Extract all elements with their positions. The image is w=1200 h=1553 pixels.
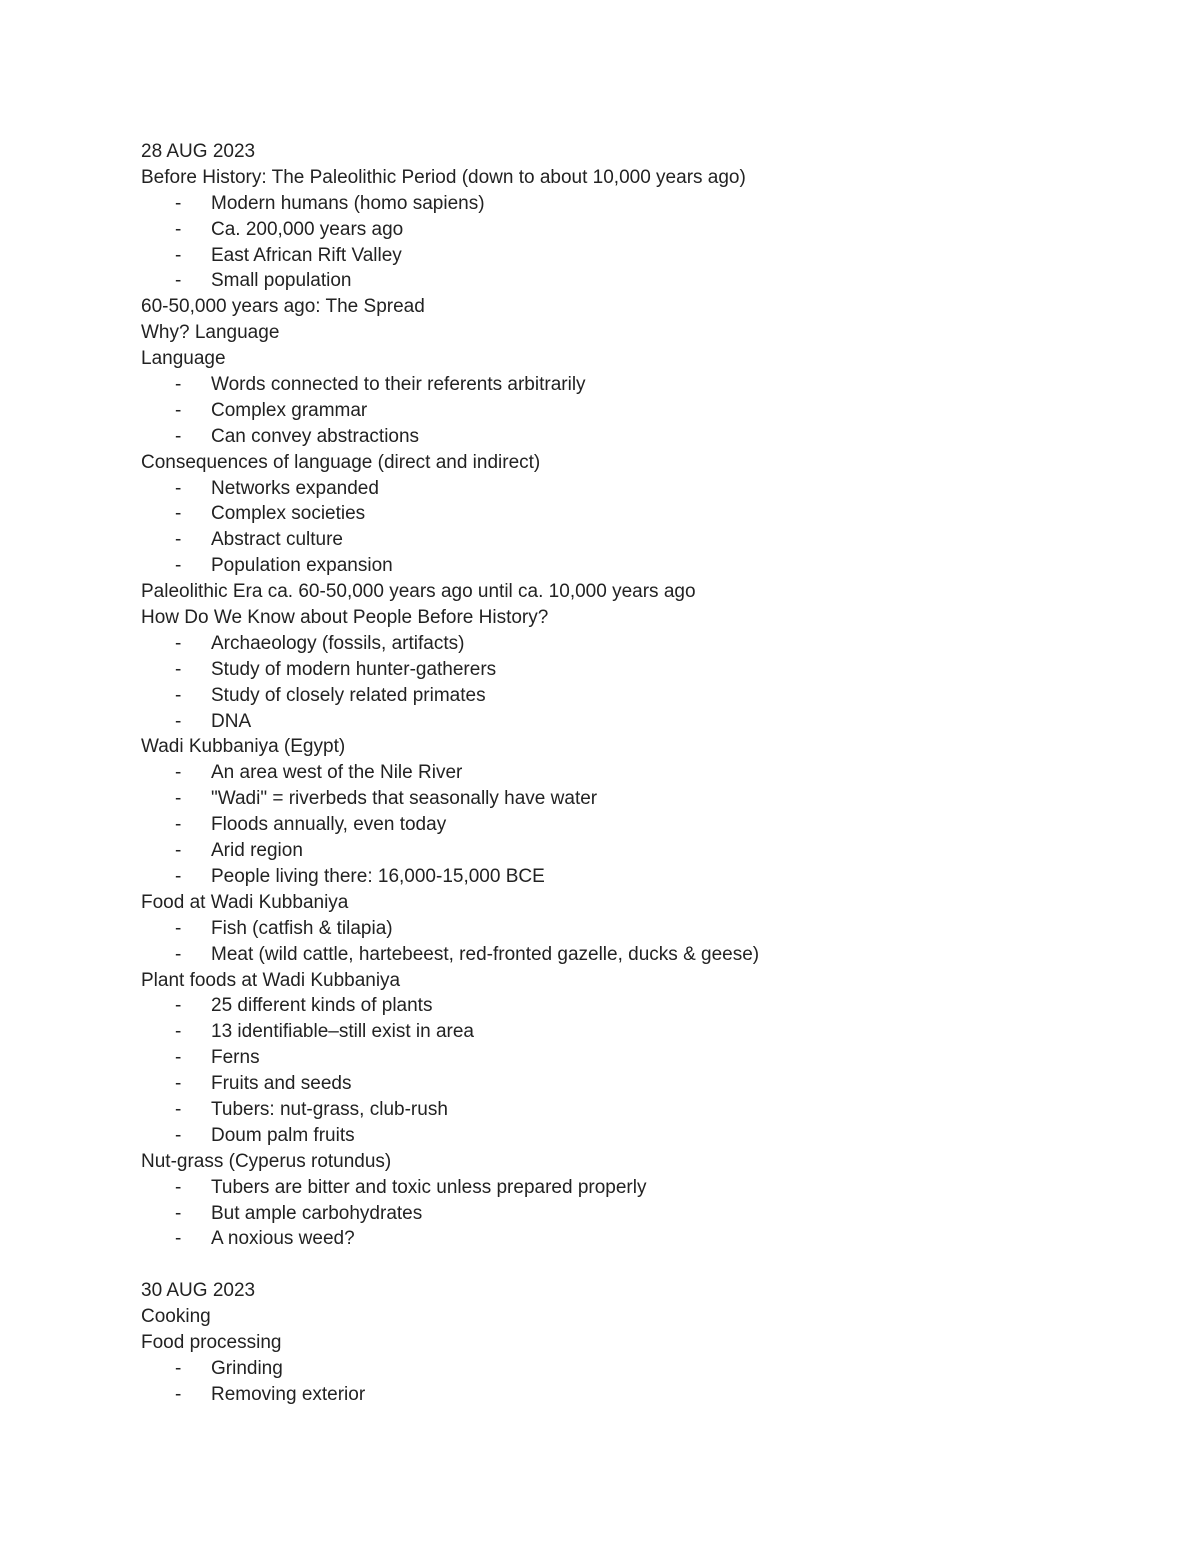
bullet-item bbox=[141, 217, 1141, 243]
line-text: Plant foods at Wadi Kubbaniya bbox=[141, 969, 401, 991]
bullet-item bbox=[141, 657, 1141, 683]
bullet-dash: - bbox=[175, 1202, 182, 1224]
line-text: Food processing bbox=[141, 1331, 282, 1353]
line-text: Why? Language bbox=[141, 322, 280, 344]
heading-line bbox=[141, 1278, 1141, 1304]
bullet-text: Study of modern hunter-gatherers bbox=[211, 658, 497, 680]
bullet-dash: - bbox=[175, 503, 182, 525]
bullet-item bbox=[141, 1226, 1141, 1252]
bullet-text: But ample carbohydrates bbox=[211, 1202, 423, 1224]
bullet-dash: - bbox=[175, 788, 182, 810]
bullet-dash: - bbox=[175, 840, 182, 862]
bullet-text: 25 different kinds of plants bbox=[211, 995, 433, 1017]
line-text: Language bbox=[141, 348, 226, 370]
line-text: Consequences of language (direct and indirect) bbox=[141, 451, 541, 473]
bullet-item bbox=[141, 760, 1141, 786]
bullet-item bbox=[141, 243, 1141, 269]
heading-line bbox=[141, 346, 1141, 372]
line-text: Nut-grass (Cyperus rotundus) bbox=[141, 1150, 392, 1172]
bullet-dash: - bbox=[175, 218, 182, 240]
bullet-dash: - bbox=[175, 1021, 182, 1043]
line-text: 30 AUG 2023 bbox=[141, 1280, 256, 1302]
bullet-text: Complex grammar bbox=[211, 399, 368, 421]
bullet-item bbox=[141, 812, 1141, 838]
bullet-dash: - bbox=[175, 632, 182, 654]
bullet-text: Archaeology (fossils, artifacts) bbox=[211, 632, 465, 654]
bullet-text: Modern humans (homo sapiens) bbox=[211, 192, 485, 214]
bullet-dash: - bbox=[175, 192, 182, 214]
bullet-item bbox=[141, 268, 1141, 294]
heading-line bbox=[141, 968, 1141, 994]
heading-line bbox=[141, 165, 1141, 191]
bullet-text: Doum palm fruits bbox=[211, 1124, 355, 1146]
bullet-text: East African Rift Valley bbox=[211, 244, 402, 266]
heading-line bbox=[141, 605, 1141, 631]
bullet-dash: - bbox=[175, 477, 182, 499]
line-text: Cooking bbox=[141, 1306, 211, 1328]
bullet-item bbox=[141, 786, 1141, 812]
heading-line bbox=[141, 320, 1141, 346]
bullet-dash: - bbox=[175, 425, 182, 447]
bullet-text: Small population bbox=[211, 270, 352, 292]
bullet-text: Networks expanded bbox=[211, 477, 379, 499]
bullet-dash: - bbox=[175, 1228, 182, 1250]
bullet-dash: - bbox=[175, 865, 182, 887]
bullet-item bbox=[141, 916, 1141, 942]
bullet-item bbox=[141, 1097, 1141, 1123]
bullet-dash: - bbox=[175, 374, 182, 396]
line-text: Paleolithic Era ca. 60-50,000 years ago until ca. 10,000 years ago bbox=[141, 581, 696, 603]
bullet-text: Population expansion bbox=[211, 555, 393, 577]
bullet-item bbox=[141, 631, 1141, 657]
heading-line bbox=[141, 890, 1141, 916]
heading-line bbox=[141, 579, 1141, 605]
bullet-dash: - bbox=[175, 658, 182, 680]
bullet-dash: - bbox=[175, 1073, 182, 1095]
bullet-dash: - bbox=[175, 270, 182, 292]
bullet-text: Arid region bbox=[211, 840, 303, 862]
bullet-item bbox=[141, 709, 1141, 735]
bullet-item bbox=[141, 1045, 1141, 1071]
bullet-dash: - bbox=[175, 762, 182, 784]
bullet-dash: - bbox=[175, 1357, 182, 1379]
bullet-dash: - bbox=[175, 1383, 182, 1405]
bullet-text: Complex societies bbox=[211, 503, 366, 525]
bullet-text: People living there: 16,000-15,000 BCE bbox=[211, 865, 545, 887]
bullet-item bbox=[141, 1019, 1141, 1045]
bullet-dash: - bbox=[175, 710, 182, 732]
line-text: 28 AUG 2023 bbox=[141, 141, 256, 162]
bullet-text: Tubers: nut-grass, club-rush bbox=[211, 1098, 448, 1120]
bullet-item bbox=[141, 993, 1141, 1019]
bullet-text: Ferns bbox=[211, 1047, 260, 1069]
bullet-text: Fish (catfish & tilapia) bbox=[211, 917, 393, 939]
bullet-dash: - bbox=[175, 399, 182, 421]
bullet-item bbox=[141, 838, 1141, 864]
line-text: Wadi Kubbaniya (Egypt) bbox=[141, 736, 346, 758]
bullet-item bbox=[141, 501, 1141, 527]
bullet-dash: - bbox=[175, 814, 182, 836]
bullet-item bbox=[141, 1071, 1141, 1097]
bullet-text: Floods annually, even today bbox=[211, 814, 447, 836]
bullet-dash: - bbox=[175, 943, 182, 965]
heading-line bbox=[141, 450, 1141, 476]
bullet-dash: - bbox=[175, 1047, 182, 1069]
heading-line bbox=[141, 1330, 1141, 1356]
bullet-dash: - bbox=[175, 684, 182, 706]
bullet-item bbox=[141, 527, 1141, 553]
heading-line bbox=[141, 294, 1141, 320]
bullet-item bbox=[141, 1382, 1141, 1408]
bullet-item bbox=[141, 476, 1141, 502]
bullet-dash: - bbox=[175, 244, 182, 266]
heading-line bbox=[141, 1149, 1141, 1175]
bullet-dash: - bbox=[175, 1176, 182, 1198]
bullet-text: Grinding bbox=[211, 1357, 283, 1379]
bullet-text: Tubers are bitter and toxic unless prepared properly bbox=[211, 1176, 647, 1198]
bullet-text: DNA bbox=[211, 710, 252, 732]
line-text: Food at Wadi Kubbaniya bbox=[141, 891, 349, 913]
bullet-text: Meat (wild cattle, hartebeest, red-fronted gazelle, ducks & geese) bbox=[211, 943, 760, 965]
bullet-dash: - bbox=[175, 917, 182, 939]
bullet-text: An area west of the Nile River bbox=[211, 762, 463, 784]
blank-line bbox=[141, 1252, 1141, 1278]
bullet-text: Study of closely related primates bbox=[211, 684, 486, 706]
line-text: Before History: The Paleolithic Period (down to about 10,000 years ago) bbox=[141, 166, 746, 188]
heading-line bbox=[141, 1304, 1141, 1330]
bullet-item bbox=[141, 1201, 1141, 1227]
bullet-text: Ca. 200,000 years ago bbox=[211, 218, 404, 240]
bullet-item bbox=[141, 1175, 1141, 1201]
bullet-dash: - bbox=[175, 555, 182, 577]
bullet-item bbox=[141, 398, 1141, 424]
bullet-text: "Wadi" = riverbeds that seasonally have water bbox=[211, 788, 598, 810]
bullet-text: Abstract culture bbox=[211, 529, 343, 551]
bullet-item bbox=[141, 683, 1141, 709]
bullet-item bbox=[141, 191, 1141, 217]
heading-line bbox=[141, 734, 1141, 760]
bullet-item bbox=[141, 1356, 1141, 1382]
heading-line bbox=[141, 139, 1141, 165]
bullet-text: 13 identifiable–still exist in area bbox=[211, 1021, 474, 1043]
line-text: 60-50,000 years ago: The Spread bbox=[141, 296, 425, 318]
bullet-dash: - bbox=[175, 1098, 182, 1120]
bullet-item bbox=[141, 1123, 1141, 1149]
bullet-dash: - bbox=[175, 995, 182, 1017]
bullet-text: Can convey abstractions bbox=[211, 425, 420, 447]
bullet-item bbox=[141, 424, 1141, 450]
line-text: How Do We Know about People Before History? bbox=[141, 607, 549, 629]
bullet-item bbox=[141, 942, 1141, 968]
document-page bbox=[141, 139, 1141, 1408]
bullet-item bbox=[141, 372, 1141, 398]
bullet-text: Words connected to their referents arbitrarily bbox=[211, 374, 586, 396]
bullet-item bbox=[141, 553, 1141, 579]
bullet-dash: - bbox=[175, 1124, 182, 1146]
bullet-text: Removing exterior bbox=[211, 1383, 366, 1405]
bullet-text: Fruits and seeds bbox=[211, 1073, 352, 1095]
bullet-text: A noxious weed? bbox=[211, 1228, 355, 1250]
bullet-item bbox=[141, 864, 1141, 890]
bullet-dash: - bbox=[175, 529, 182, 551]
